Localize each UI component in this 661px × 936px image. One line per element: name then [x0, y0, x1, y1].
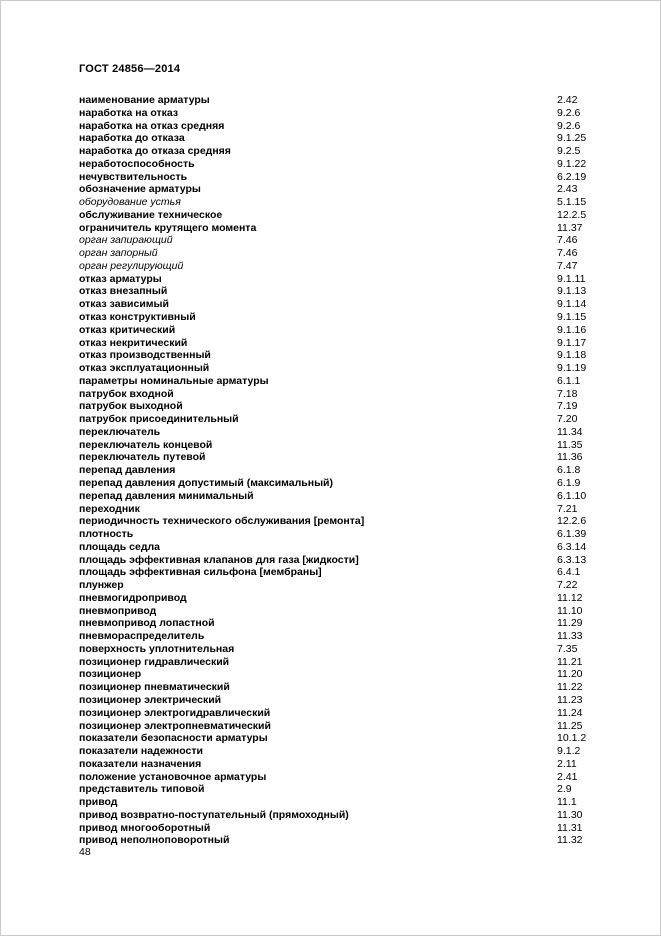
index-entry: [79, 834, 584, 847]
term-label: орган запирающий: [79, 234, 173, 247]
index-entry: [79, 222, 584, 235]
index-entry: [79, 413, 584, 426]
term-label: перепад давления допустимый (максимальный): [79, 476, 334, 489]
term-label: поверхность уплотнительная: [79, 642, 235, 655]
term-label: переходник: [79, 502, 140, 515]
clause-number: 9.1.14: [557, 298, 587, 311]
term-label: отказ конструктивный: [79, 311, 196, 324]
index-entry: [79, 579, 584, 592]
index-entry: [79, 107, 584, 120]
term-label: показатели назначения: [79, 757, 202, 770]
term-label: показатели надежности: [79, 745, 203, 758]
clause-number: 6.1.8: [557, 464, 581, 477]
term-label: привод возвратно-поступательный (прямоходный): [79, 808, 349, 821]
clause-number: 9.1.11: [557, 272, 586, 285]
term-label: площадь эффективная сильфона [мембраны]: [79, 566, 322, 579]
term-label: положение установочное арматуры: [79, 770, 267, 783]
index-entry: [79, 707, 584, 720]
index-entry: [79, 796, 584, 809]
index-entry: [79, 745, 584, 758]
term-label: отказ внезапный: [79, 285, 168, 298]
clause-number: 10.1.2: [557, 732, 587, 745]
term-label: наработка на отказ: [79, 106, 179, 119]
clause-number: 2.9: [557, 783, 572, 796]
term-label: отказ некритический: [79, 336, 188, 349]
clause-number: 6.4.1: [557, 566, 581, 579]
clause-number: 2.42: [557, 94, 578, 106]
term-label: орган запорный: [79, 247, 158, 260]
page-number: 48: [79, 846, 91, 858]
term-label: орган регулирующий: [79, 259, 184, 272]
term-label: патрубок входной: [79, 387, 174, 400]
clause-number: 11.10: [557, 604, 583, 617]
term-label: неработоспособность: [79, 157, 195, 170]
index-entry: [79, 489, 587, 503]
clause-number: 9.1.22: [557, 157, 587, 170]
clause-number: 6.1.1: [557, 374, 581, 387]
clause-number: 11.25: [557, 719, 583, 732]
term-label: ограничитель крутящего момента: [79, 221, 257, 234]
term-label: позиционер электрогидравлический: [79, 706, 271, 719]
clause-number: 9.2.5: [557, 145, 581, 158]
clause-number: 2.41: [557, 770, 578, 783]
term-label: обозначение арматуры: [79, 183, 201, 196]
clause-number: 9.1.18: [557, 349, 587, 362]
term-label: переключатель: [79, 425, 161, 438]
term-label: показатели безопасности арматуры: [79, 732, 268, 745]
term-label: нечувствительность: [79, 170, 188, 183]
index-entry: [79, 605, 584, 618]
term-label: плотность: [79, 528, 134, 541]
index-entry: [79, 400, 584, 413]
clause-number: 7.46: [557, 234, 578, 247]
term-label: наработка до отказа: [79, 132, 185, 145]
term-label: отказ критический: [79, 323, 176, 336]
term-label: наработка до отказа средняя: [79, 145, 231, 158]
clause-number: 7.21: [557, 502, 578, 515]
term-label: переключатель концевой: [79, 438, 213, 451]
clause-number: 9.2.6: [557, 119, 581, 132]
term-label: переключатель путевой: [79, 451, 206, 464]
clause-number: 5.1.15: [557, 196, 587, 209]
clause-number: 6.1.10: [557, 489, 587, 502]
index-entry: [79, 617, 584, 630]
clause-number: 11.30: [557, 808, 583, 821]
term-label: перепад давления: [79, 464, 176, 477]
index-entry: [79, 540, 587, 554]
term-label: наработка на отказ средняя: [79, 119, 225, 132]
index-entry: [79, 426, 584, 439]
clause-number: 7.18: [557, 387, 578, 400]
clause-number: 11.1: [557, 796, 577, 809]
clause-number: 6.3.14: [557, 540, 587, 553]
clause-number: 6.1.9: [557, 476, 581, 489]
clause-number: 7.20: [557, 413, 578, 426]
clause-number: 9.1.13: [557, 285, 587, 298]
term-label: позиционер электрический: [79, 693, 222, 706]
index-entry: [79, 681, 584, 694]
clause-number: 9.1.25: [557, 132, 587, 145]
term-label: площадь седла: [79, 540, 161, 553]
index-entry: [79, 553, 587, 567]
term-label: перепад давления минимальный: [79, 489, 254, 502]
term-label: периодичность технического обслуживания [ремонта]: [79, 515, 365, 528]
index-entry: [79, 298, 587, 311]
index-entry: [79, 694, 584, 707]
clause-number: 11.35: [557, 438, 583, 451]
clause-number: 9.1.15: [557, 311, 587, 324]
term-label: привод многооборотный: [79, 821, 211, 834]
term-label: позиционер пневматический: [79, 681, 230, 694]
index-entry: [79, 822, 584, 835]
index-entry: [79, 311, 587, 324]
clause-number: 11.31: [557, 821, 583, 834]
index-entry: [79, 758, 584, 771]
index-entry: [79, 285, 587, 298]
index-entry: [79, 157, 587, 171]
index-entry: [79, 656, 584, 669]
index-entry: [79, 477, 584, 490]
clause-number: 2.43: [557, 183, 578, 196]
clause-number: 9.1.16: [557, 323, 587, 336]
index-entry: [79, 234, 584, 247]
index-entry: [79, 375, 584, 388]
term-label: пневмопривод: [79, 604, 157, 617]
index-entry: [79, 388, 584, 401]
clause-number: 12.2.6: [557, 515, 587, 528]
index-entry: [79, 94, 584, 107]
term-label: обслуживание техническое: [79, 208, 223, 221]
clause-number: 11.24: [557, 706, 583, 719]
index-entry: [79, 208, 587, 222]
term-label: оборудование устья: [79, 196, 181, 209]
clause-number: 11.23: [557, 693, 583, 706]
term-label: привод: [79, 796, 118, 809]
index-entry: [79, 720, 584, 733]
term-label: площадь эффективная клапанов для газа [жидкости]: [79, 553, 359, 566]
term-label: наименование арматуры: [79, 94, 210, 106]
index-entry: [79, 503, 584, 516]
index-entry: [79, 464, 584, 477]
index-entry: [79, 273, 584, 286]
term-label: отказ арматуры: [79, 272, 162, 285]
clause-number: 7.19: [557, 400, 578, 413]
clause-number: 9.1.2: [557, 745, 581, 758]
term-label: привод неполноповоротный: [79, 834, 230, 847]
index-entry: [79, 643, 584, 656]
index-entry: [79, 336, 587, 350]
index-entry: [79, 451, 584, 464]
index-entry: [79, 630, 584, 643]
term-label: представитель типовой: [79, 783, 205, 796]
clause-number: 7.22: [557, 579, 578, 592]
index-entry: [79, 771, 584, 784]
term-label: пневмопривод лопастной: [79, 617, 215, 630]
index-entry: [79, 809, 584, 822]
index-entry: [79, 323, 587, 337]
term-label: патрубок выходной: [79, 400, 183, 413]
clause-number: 11.37: [557, 221, 583, 234]
index-entry: [79, 132, 587, 145]
term-label: плунжер: [79, 579, 124, 592]
index-entry: [79, 528, 587, 541]
index-entry: [79, 120, 584, 133]
index-entry: [79, 783, 584, 796]
clause-number: 7.47: [557, 259, 578, 272]
term-label: отказ эксплуатационный: [79, 362, 210, 375]
term-label: отказ зависимый: [79, 298, 169, 311]
clause-number: 11.12: [557, 591, 583, 604]
index-entry: [79, 183, 584, 196]
clause-number: 9.2.6: [557, 106, 581, 119]
index-entry: [79, 566, 584, 579]
clause-number: 7.35: [557, 642, 578, 655]
index-entry: [79, 362, 587, 375]
index-entry: [79, 170, 587, 184]
clause-number: 9.1.17: [557, 336, 587, 349]
clause-number: 2.11: [557, 757, 577, 770]
term-label: позиционер электропневматический: [79, 719, 271, 732]
term-label: позиционер: [79, 668, 142, 681]
clause-number: 6.2.19: [557, 170, 587, 183]
clause-number: 11.20: [557, 668, 583, 681]
index-entry: [79, 260, 584, 273]
clause-number: 9.1.19: [557, 362, 587, 375]
clause-number: 6.1.39: [557, 528, 587, 541]
clause-number: 11.29: [557, 617, 583, 630]
clause-number: 11.34: [557, 425, 583, 438]
index-entry: [79, 592, 584, 605]
alphabetical-index-list: [79, 94, 587, 847]
index-entry: [79, 439, 584, 452]
term-label: отказ производственный: [79, 349, 211, 362]
clause-number: 6.3.13: [557, 553, 587, 566]
term-label: параметры номинальные арматуры: [79, 374, 269, 387]
index-entry: [79, 732, 587, 745]
clause-number: 11.33: [557, 630, 583, 643]
term-label: патрубок присоединительный: [79, 413, 239, 426]
index-entry: [79, 668, 584, 681]
index-entry: [79, 349, 587, 362]
document-title: ГОСТ 24856—2014: [79, 63, 181, 75]
index-entry: [79, 247, 584, 260]
term-label: пневмораспределитель: [79, 630, 205, 643]
index-entry: [79, 196, 587, 209]
term-label: пневмогидропривод: [79, 591, 187, 604]
clause-number: 12.2.5: [557, 208, 587, 221]
clause-number: 11.32: [557, 834, 583, 847]
index-entry: [79, 515, 587, 528]
clause-number: 7.46: [557, 247, 578, 260]
index-entry: [79, 145, 584, 158]
clause-number: 11.36: [557, 451, 583, 464]
clause-number: 11.22: [557, 681, 583, 694]
term-label: позиционер гидравлический: [79, 655, 230, 668]
clause-number: 11.21: [557, 655, 583, 668]
